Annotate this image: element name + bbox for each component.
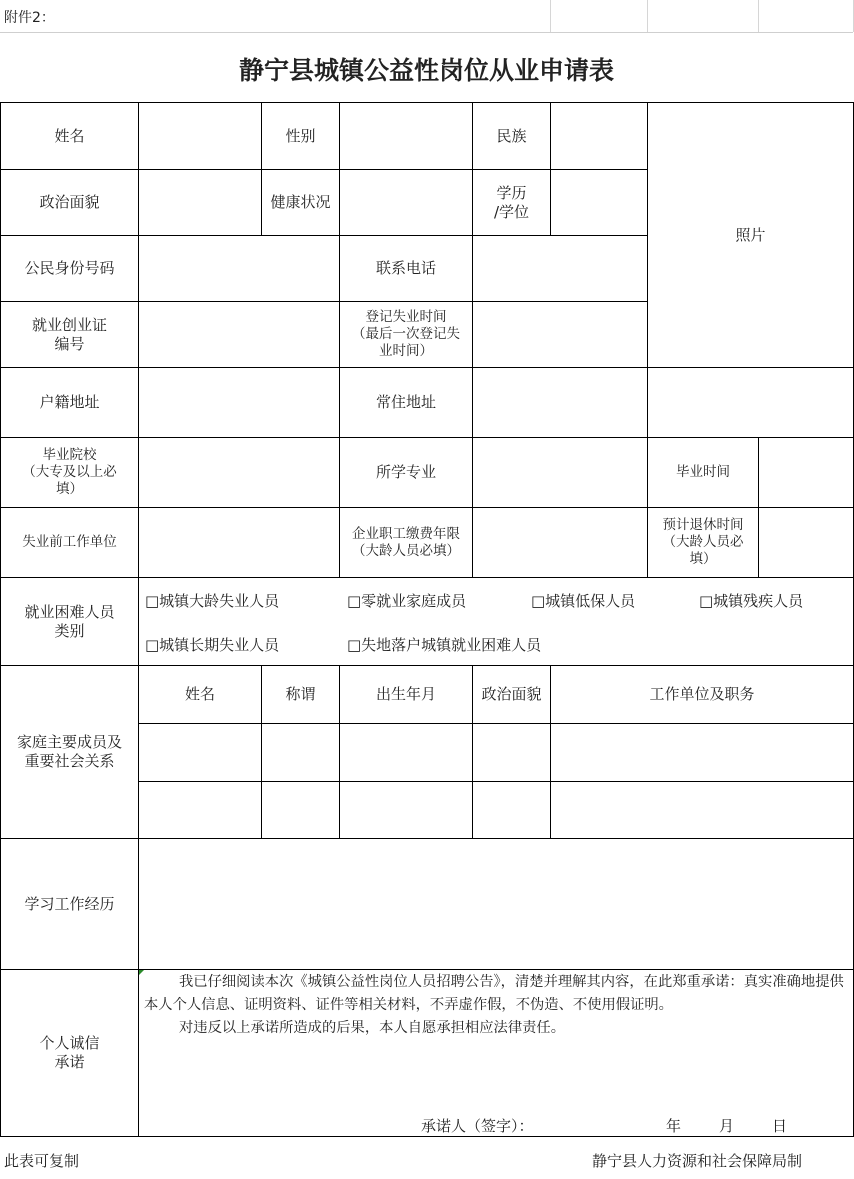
label-difficulty-category: 就业困难人员 类别 — [24, 602, 115, 640]
option-long-term-unemployed[interactable]: □城镇长期失业人员 — [145, 636, 280, 654]
label-prev-employer: 失业前工作单位 — [22, 534, 117, 550]
pledge-paragraph-2: 对违反以上承诺所造成的后果，本人自愿承担相应法律责任。 — [179, 1020, 566, 1036]
label-grad-time: 毕业时间 — [676, 464, 730, 480]
label-employment-cert: 就业创业证 编号 — [31, 315, 107, 353]
label-pledge: 个人诚信 承诺 — [39, 1034, 100, 1071]
pledge-paragraph-1: 我已仔细阅读本次《城镇公益性岗位人员招聘公告》，清楚并理解其内容，在此郑重承诺：真实准确地提供本人个人信息、证明资料、证件等相关材料，不弄虚作假，不伪造、不使用假证明。 — [144, 974, 844, 1013]
label-school: 毕业院校 （大专及以上必 填） — [22, 447, 117, 497]
label-retire-time: 预计退休时间 （大龄人员必 填） — [662, 517, 744, 567]
rule-v — [138, 102, 139, 1137]
rule-v — [472, 367, 473, 578]
top-strip — [0, 0, 854, 32]
family-header-work: 工作单位及职务 — [649, 685, 755, 703]
family-header-birth: 出生年月 — [375, 685, 436, 703]
family-header-relation: 称谓 — [285, 685, 316, 703]
label-name: 姓名 — [54, 126, 85, 145]
label-experience: 学习工作经历 — [24, 894, 115, 913]
form-title: 静宁县城镇公益性岗位从业申请表 — [238, 56, 614, 85]
title-area — [0, 32, 853, 103]
label-photo: 照片 — [735, 225, 766, 244]
attachment-label: 附件2： — [4, 10, 55, 26]
label-education: 学历 /学位 — [493, 183, 530, 221]
grid-line — [758, 0, 759, 32]
family-header-name: 姓名 — [184, 685, 215, 703]
label-unemployment-reg: 登记失业时间 （最后一次登记失 业时间） — [352, 309, 460, 359]
label-phone: 联系电话 — [375, 259, 436, 277]
rule-h — [0, 1136, 854, 1137]
footer-copy-note: 此表可复制 — [4, 1152, 80, 1170]
option-zero-employment-family[interactable]: □零就业家庭成员 — [347, 592, 467, 610]
signature-day: 日 — [772, 1117, 788, 1135]
label-major: 所学专业 — [375, 463, 436, 481]
signature-label: 承诺人（签字）： — [421, 1117, 534, 1135]
option-older-unemployed[interactable]: □城镇大龄失业人员 — [145, 592, 280, 610]
rule-h — [138, 781, 854, 782]
label-health: 健康状况 — [270, 193, 331, 211]
option-low-income[interactable]: □城镇低保人员 — [531, 592, 636, 610]
rule-v — [758, 437, 759, 578]
pledge-text — [144, 971, 844, 1040]
label-contribution-years: 企业职工缴费年限 （大龄人员必填） — [352, 525, 460, 559]
label-id-number: 公民身份号码 — [24, 259, 115, 277]
footer-issuer: 静宁县人力资源和社会保障局制 — [592, 1152, 803, 1170]
rule-v — [550, 102, 551, 236]
rule-h — [138, 723, 854, 724]
label-family: 家庭主要成员及 重要社会关系 — [16, 733, 122, 770]
rule-v — [339, 102, 340, 236]
grid-line — [647, 0, 648, 32]
label-residence: 常住地址 — [375, 393, 436, 411]
label-household: 户籍地址 — [39, 393, 100, 411]
label-ethnicity: 民族 — [496, 126, 527, 145]
signature-month: 月 — [719, 1117, 735, 1135]
family-header-political: 政治面貌 — [481, 685, 542, 703]
label-political: 政治面貌 — [39, 193, 100, 211]
rule-v — [472, 235, 473, 368]
label-gender: 性别 — [285, 126, 316, 145]
grid-line — [550, 0, 551, 32]
option-landless-settled[interactable]: □失地落户城镇就业困难人员 — [347, 636, 542, 654]
option-disabled[interactable]: □城镇残疾人员 — [699, 592, 804, 610]
signature-year: 年 — [666, 1117, 682, 1135]
